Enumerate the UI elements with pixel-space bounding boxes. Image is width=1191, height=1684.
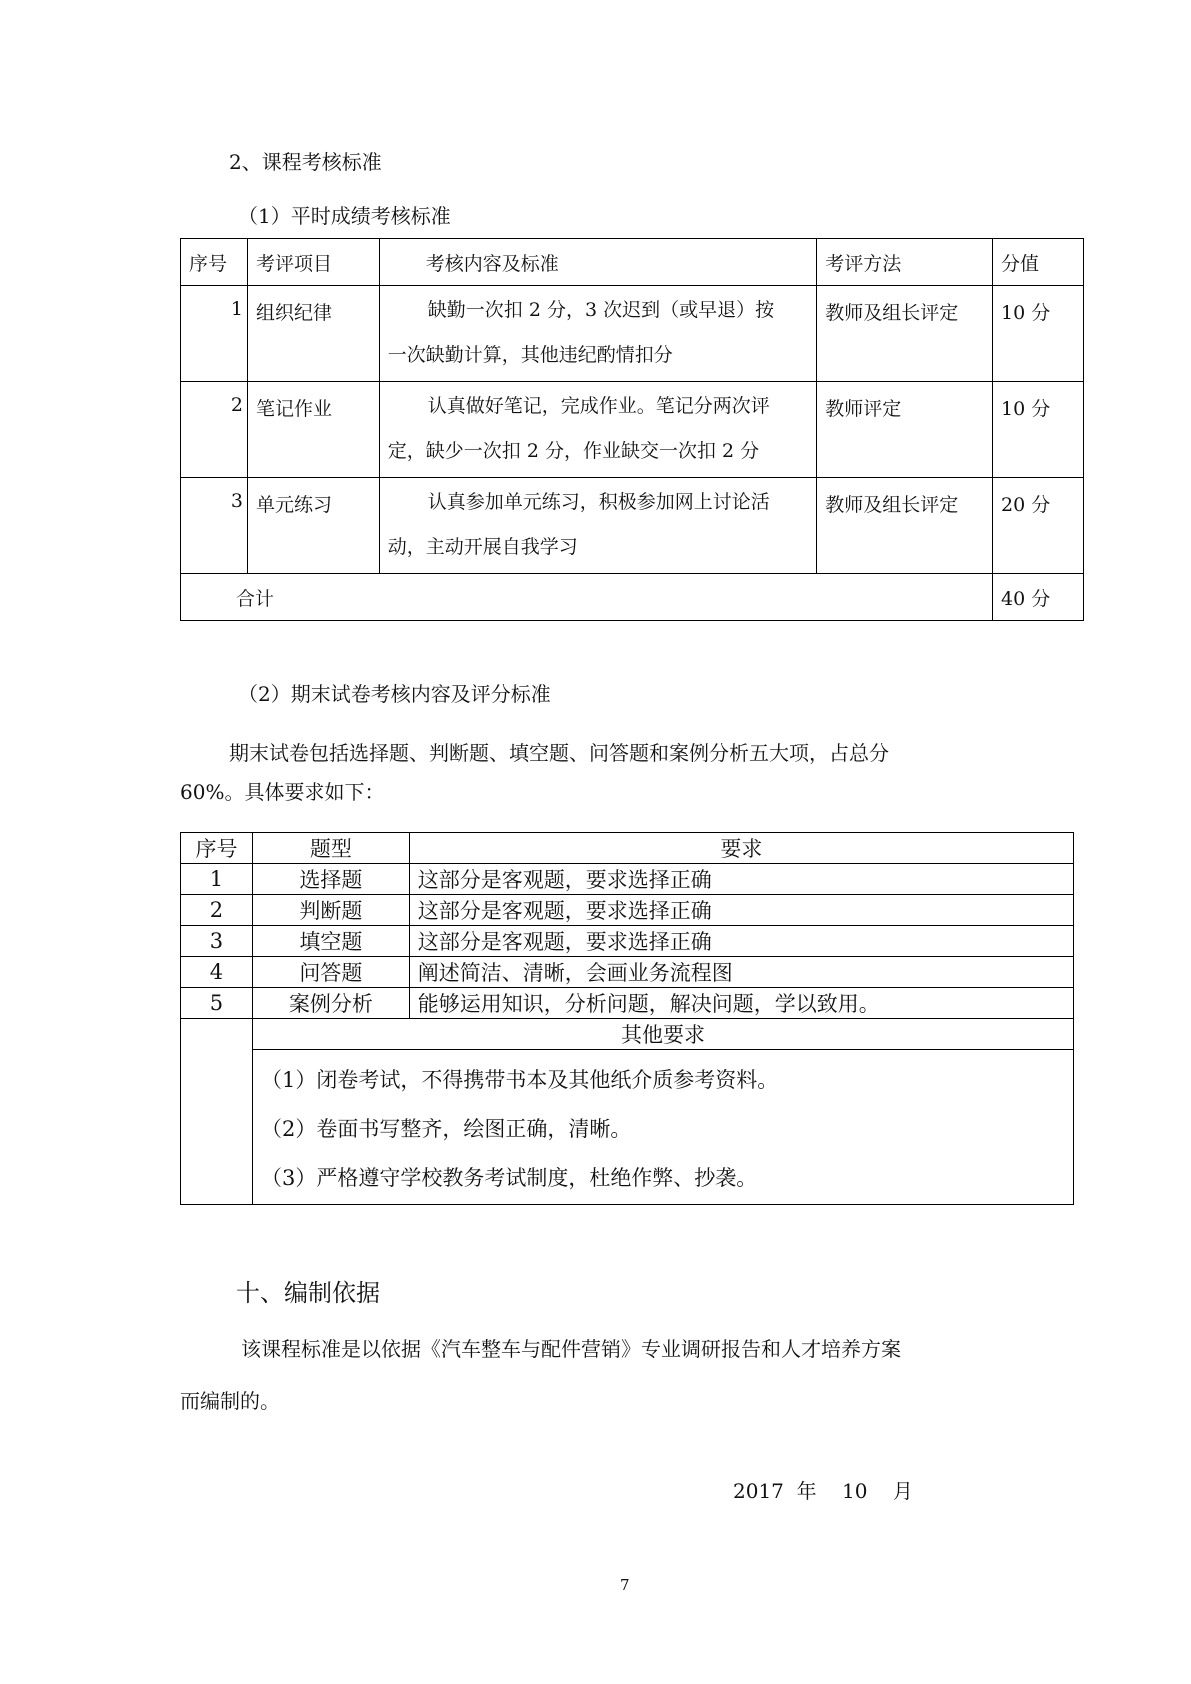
row-item: 组织纪律 <box>247 286 379 382</box>
table-row <box>181 926 1074 957</box>
row-requirement: 这部分是客观题，要求选择正确 <box>409 926 1073 957</box>
total-row <box>181 574 1084 621</box>
table-row <box>181 478 1084 574</box>
page-number: 7 <box>620 1576 630 1594</box>
row-content <box>379 286 816 382</box>
row-item: 笔记作业 <box>247 382 379 478</box>
table-row <box>181 382 1084 478</box>
row-type: 案例分析 <box>252 988 409 1019</box>
content-line: 认真参加单元练习，积极参加网上讨论活 <box>427 491 770 513</box>
table-header-row <box>181 239 1084 286</box>
row-score: 10 分 <box>993 382 1084 478</box>
header-cell: 分值 <box>993 239 1084 286</box>
other-requirement-item: （2）卷面书写整齐，绘图正确，清晰。 <box>260 1117 632 1141</box>
row-content <box>379 382 816 478</box>
row-number: 5 <box>181 988 253 1019</box>
table-row <box>181 286 1084 382</box>
row-number: 4 <box>181 957 253 988</box>
row-method: 教师及组长评定 <box>817 286 993 382</box>
heading-standard: 2、课程考核标准 <box>229 150 382 174</box>
header-cell: 考评项目 <box>247 239 379 286</box>
content-line: 定，缺少一次扣 2 分，作业缺交一次扣 2 分 <box>387 440 760 462</box>
row-score: 20 分 <box>993 478 1084 574</box>
table-row <box>181 864 1074 895</box>
subheading-final-exam: （2）期末试卷考核内容及评分标准 <box>238 682 551 706</box>
table-row <box>181 988 1074 1019</box>
regular-grade-table <box>180 238 1084 621</box>
row-requirement: 能够运用知识，分析问题，解决问题，学以致用。 <box>409 988 1073 1019</box>
row-type: 判断题 <box>252 895 409 926</box>
paragraph-line: 而编制的。 <box>180 1389 280 1413</box>
content-line: 动，主动开展自我学习 <box>387 536 578 558</box>
header-cell: 序号 <box>181 239 248 286</box>
paragraph-line: 期末试卷包括选择题、判断题、填空题、问答题和案例分析五大项，占总分 <box>229 741 889 765</box>
paragraph-line: 60%。具体要求如下： <box>180 780 385 804</box>
paragraph-line: 该课程标准是以依据《汽车整车与配件营销》专业调研报告和人才培养方案 <box>241 1337 901 1361</box>
section-title: 十、编制依据 <box>236 1279 380 1307</box>
total-score: 40 分 <box>993 574 1084 621</box>
row-type: 填空题 <box>252 926 409 957</box>
header-cell: 考评方法 <box>817 239 993 286</box>
other-requirements-title-row <box>181 1019 1074 1050</box>
other-requirements-title: 其他要求 <box>252 1019 1073 1050</box>
content-line: 认真做好笔记，完成作业。笔记分两次评 <box>427 395 770 417</box>
row-number: 2 <box>181 895 253 926</box>
other-requirements-row <box>181 1050 1074 1205</box>
row-type: 选择题 <box>252 864 409 895</box>
subheading-regular-grade: （1）平时成绩考核标准 <box>238 204 451 228</box>
row-method: 教师评定 <box>817 382 993 478</box>
other-requirement-item: （3）严格遵守学校教务考试制度，杜绝作弊、抄袭。 <box>260 1166 758 1190</box>
total-label: 合计 <box>181 574 993 621</box>
table-row <box>181 957 1074 988</box>
content-line: 缺勤一次扣 2 分，3 次迟到（或早退）按 <box>427 299 775 321</box>
row-requirement: 这部分是客观题，要求选择正确 <box>409 864 1073 895</box>
other-requirement-item: （1）闭卷考试，不得携带书本及其他纸介质参考资料。 <box>260 1068 779 1092</box>
row-number: 3 <box>181 478 248 574</box>
row-method: 教师及组长评定 <box>817 478 993 574</box>
date-line: 2017 年 10 月 <box>733 1479 913 1503</box>
row-type: 问答题 <box>252 957 409 988</box>
header-cell: 题型 <box>252 833 409 864</box>
final-exam-table <box>180 832 1074 1205</box>
row-content <box>379 478 816 574</box>
empty-cell <box>181 1019 253 1205</box>
row-requirement: 阐述简洁、清晰，会画业务流程图 <box>409 957 1073 988</box>
content-line: 一次缺勤计算，其他违纪酌情扣分 <box>387 344 673 366</box>
row-number: 2 <box>181 382 248 478</box>
header-cell: 要求 <box>409 833 1073 864</box>
row-number: 3 <box>181 926 253 957</box>
header-cell: 考核内容及标准 <box>379 239 816 286</box>
table-row <box>181 895 1074 926</box>
row-item: 单元练习 <box>247 478 379 574</box>
row-number: 1 <box>181 286 248 382</box>
row-requirement: 这部分是客观题，要求选择正确 <box>409 895 1073 926</box>
other-requirements-list <box>252 1050 1073 1205</box>
row-score: 10 分 <box>993 286 1084 382</box>
table-header-row <box>181 833 1074 864</box>
row-number: 1 <box>181 864 253 895</box>
header-cell: 序号 <box>181 833 253 864</box>
